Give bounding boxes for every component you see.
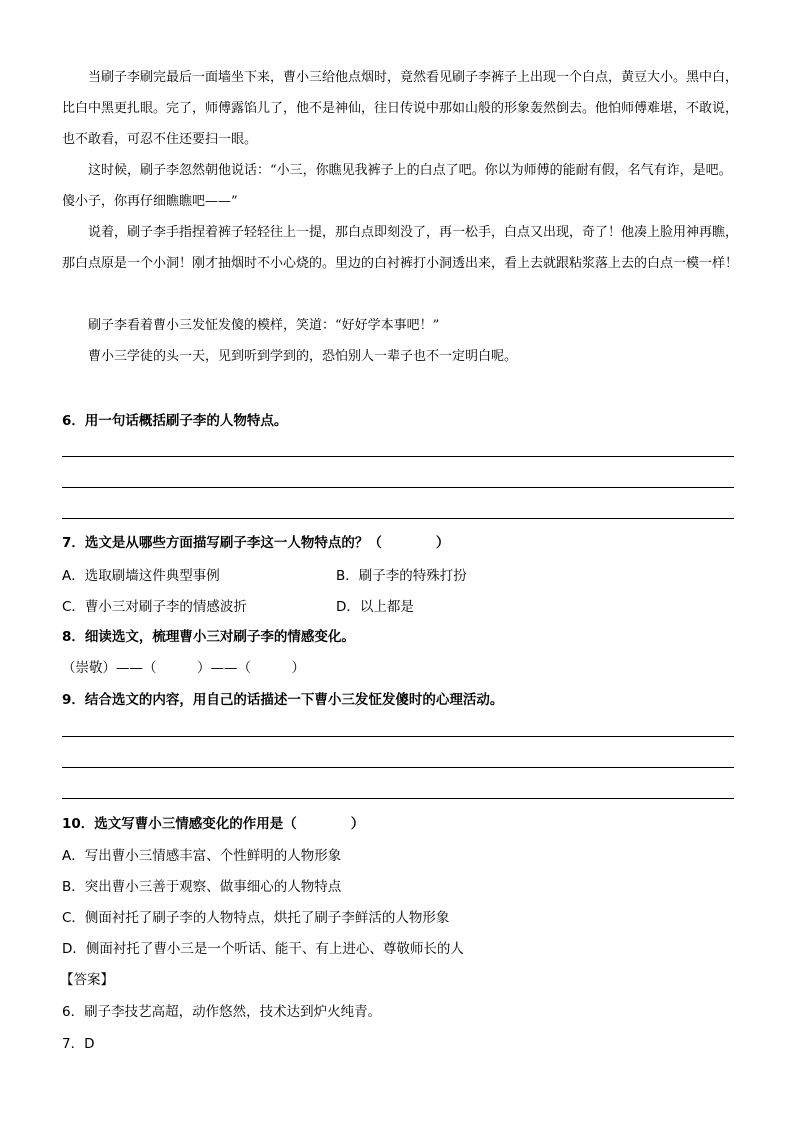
answer-line[interactable] (62, 487, 734, 488)
question-9: 9．结合选文的内容，用自己的话描述一下曹小三发怔发傻时的心理活动。 (62, 692, 504, 708)
question-6: 6．用一句话概括刷子李的人物特点。 (62, 413, 288, 429)
answer-7: 7．D (62, 1036, 95, 1052)
passage-paragraph-5: 曹小三学徒的头一天，见到听到学到的，恐怕别人一辈子也不一定明白呢。 (88, 349, 518, 364)
question-10-option-b[interactable]: B．突出曹小三善于观察、做事细心的人物特点 (62, 879, 342, 895)
question-7-option-d[interactable]: D．以上都是 (336, 599, 414, 615)
passage-paragraph-3: 说着，刷子李手指捏着裤子轻轻往上一提，那白点即刻没了，再一松手，白点又出现，奇了！他凑上脸用神再瞧，那白点原是一个小洞！刚才抽烟时不小心烧的。里边的白衬裤打小洞透出来，看上去就跟粘浆落上去的白点一模一样！ (62, 225, 739, 271)
question-10-option-d[interactable]: D．侧面衬托了曹小三是一个听话、能干、有上进心、尊敬师长的人 (62, 941, 464, 957)
passage-paragraph-2: 这时候，刷子李忽然朝他说话：“小三，你瞧见我裤子上的白点了吧。你以为师傅的能耐有假，名气有诈，是吧。傻小子，你再仔细瞧瞧吧——” (62, 163, 732, 209)
answer-line[interactable] (62, 518, 734, 519)
passage-paragraph-1: 当刷子李刷完最后一面墙坐下来，曹小三给他点烟时，竟然看见刷子李裤子上出现一个白点，黄豆大小。黑中白，比白中黑更扎眼。完了，师傅露馅儿了，他不是神仙，往日传说中那如山般的形象轰然倒去。他怕师傅难堪，不敢说，也不敢看，可忍不住还要扫一眼。 (62, 70, 739, 147)
answer-line[interactable] (62, 767, 734, 768)
question-10: 10．选文写曹小三情感变化的作用是（ ） (62, 816, 365, 832)
question-7-option-c[interactable]: C．曹小三对刷子李的情感波折 (62, 599, 247, 615)
question-10-option-a[interactable]: A．写出曹小三情感丰富、个性鲜明的人物形象 (62, 848, 342, 864)
answer-line[interactable] (62, 736, 734, 737)
question-8-emotion-chain[interactable]: （崇敬）——（ ）——（ ） (62, 660, 305, 676)
question-10-option-c[interactable]: C．侧面衬托了刷子李的人物特点，烘托了刷子李鲜活的人物形象 (62, 910, 450, 926)
answer-heading: 【答案】 (60, 972, 114, 988)
question-7: 7．选文是从哪些方面描写刷子李这一人物特点的？（ ） (62, 535, 450, 551)
question-7-option-a[interactable]: A．选取刷墙这件典型事例 (62, 568, 220, 584)
question-8: 8．细读选文，梳理曹小三对刷子李的情感变化。 (62, 629, 355, 645)
answer-line[interactable] (62, 456, 734, 457)
answer-line[interactable] (62, 798, 734, 799)
question-7-option-b[interactable]: B．刷子李的特殊打扮 (336, 568, 467, 584)
answer-6: 6．刷子李技艺高超，动作悠然，技术达到炉火纯青。 (62, 1004, 382, 1020)
passage-paragraph-4: 刷子李看着曹小三发怔发傻的模样，笑道：“好好学本事吧！” (88, 318, 440, 333)
